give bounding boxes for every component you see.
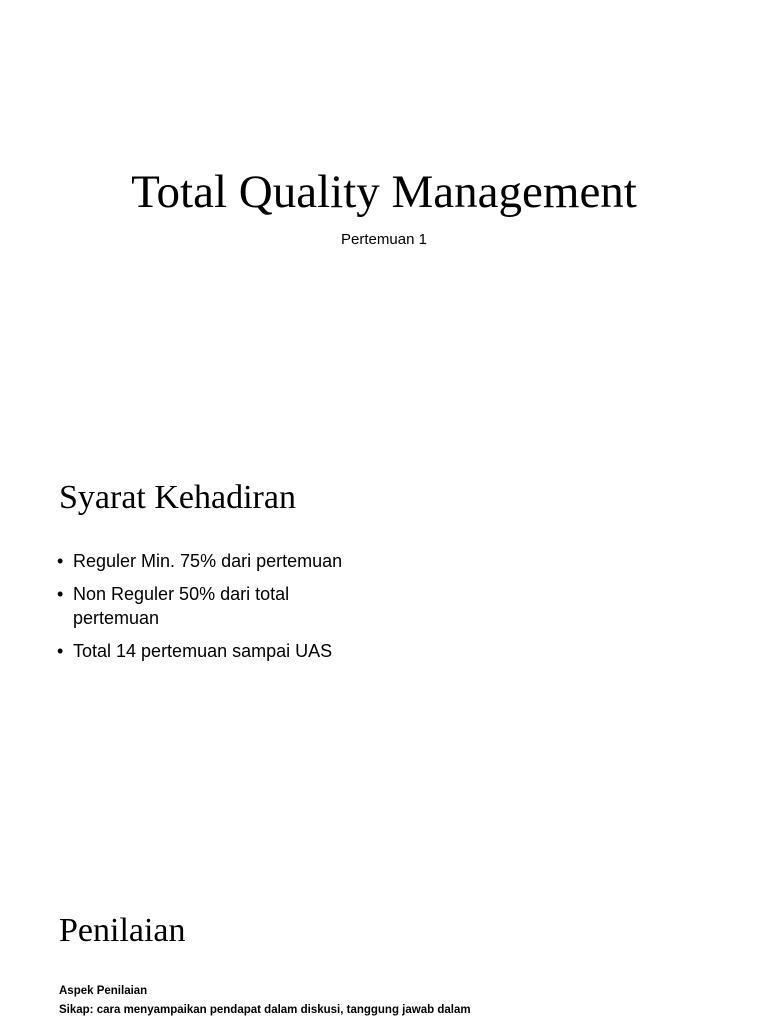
bullet-item	[57, 582, 347, 630]
bullet-icon: •	[57, 641, 64, 661]
attitude-description: Sikap: cara menyampaikan pendapat dalam diskusi, tanggung jawab dalam	[59, 1004, 471, 1016]
bullet-text: Reguler Min. 75% dari pertemuan	[73, 551, 343, 571]
bullet-list	[57, 549, 347, 672]
bullet-item	[57, 549, 347, 573]
slide-heading: Penilaian	[59, 912, 186, 949]
slide-title	[0, 0, 768, 432]
slide-heading: Syarat Kehadiran	[59, 479, 296, 516]
bullet-icon: •	[57, 584, 64, 604]
slide-assessment	[0, 864, 768, 1024]
assessment-label: Aspek Penilaian	[59, 985, 148, 997]
bullet-text: Total 14 pertemuan sampai UAS	[73, 641, 333, 661]
presentation-title: Total Quality Management	[131, 166, 637, 218]
slide-attendance	[0, 432, 768, 864]
bullet-item	[57, 639, 347, 663]
bullet-icon: •	[57, 551, 64, 571]
bullet-text: Non Reguler 50% dari total pertemuan	[73, 584, 290, 628]
presentation-subtitle: Pertemuan 1	[341, 231, 427, 248]
